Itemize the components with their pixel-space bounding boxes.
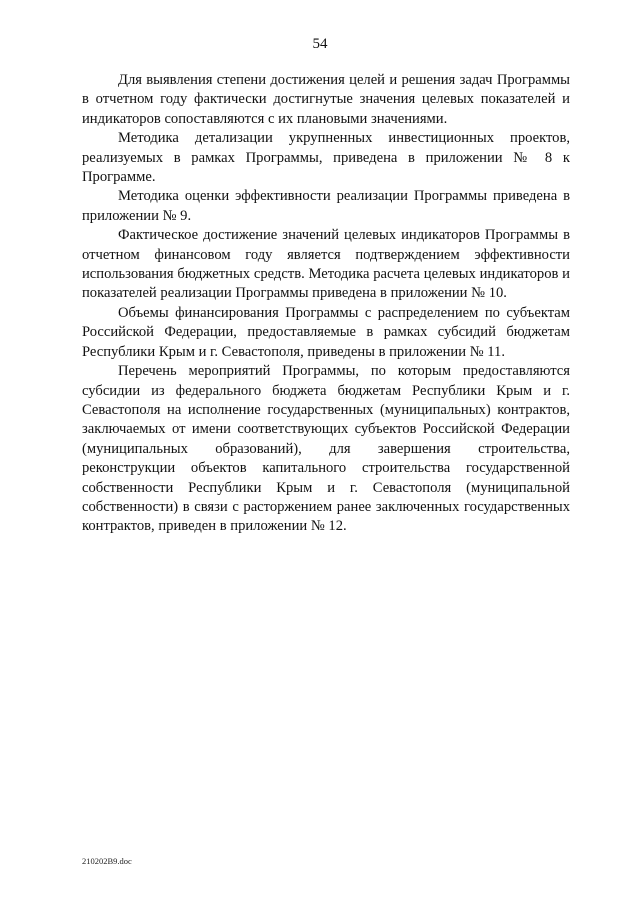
paragraph-funding-volumes: Объемы финансирования Программы с распределением по субъектам Российской Федерации, предоставляемые в рамках субсидий бюджетам Республики Крым и г. Севастополя, приведены в приложении № 11.	[82, 304, 570, 360]
paragraph-efficiency-method: Методика оценки эффективности реализации Программы приведена в приложении № 9.	[82, 188, 570, 224]
paragraph-goal-assessment: Для выявления степени достижения целей и решения задач Программы в отчетном году фактически достигнутые значения целевых показателей и индикаторов сопоставляются с их плановыми значениями.	[82, 72, 570, 127]
paragraph-target-indicators: Фактическое достижение значений целевых индикаторов Программы в отчетном финансовом году является подтверждением эффективности использования бюджетных средств. Методика расчета целевых индикаторов и показателей реализации Программы приведена в приложении № 10.	[82, 227, 570, 302]
paragraph-measures-list: Перечень мероприятий Программы, по которым предоставляются субсидии из федерального бюджета бюджетам Республики Крым и г. Севастополя на исполнение государственных (муниципальных) контрактов, заключаемых от имени соответствующих субъектов Российской Федерации (муниципальных образований), для завершения строительства, реконструкции объектов капитального строительства государственной собственности Республики Крым и г. Севастополя (муниципальной собственности) в связи с расторжением ранее заключенных государственных контрактов, приведен в приложении № 12.	[82, 363, 570, 535]
page-number: 54	[312, 36, 328, 52]
file-name-footer: 210202В9.doc	[82, 856, 132, 866]
document-body	[82, 71, 570, 537]
paragraph-project-detailing: Методика детализации укрупненных инвестиционных проектов, реализуемых в рамках Программы, приведена в приложении № 8 к Программе.	[82, 130, 570, 186]
